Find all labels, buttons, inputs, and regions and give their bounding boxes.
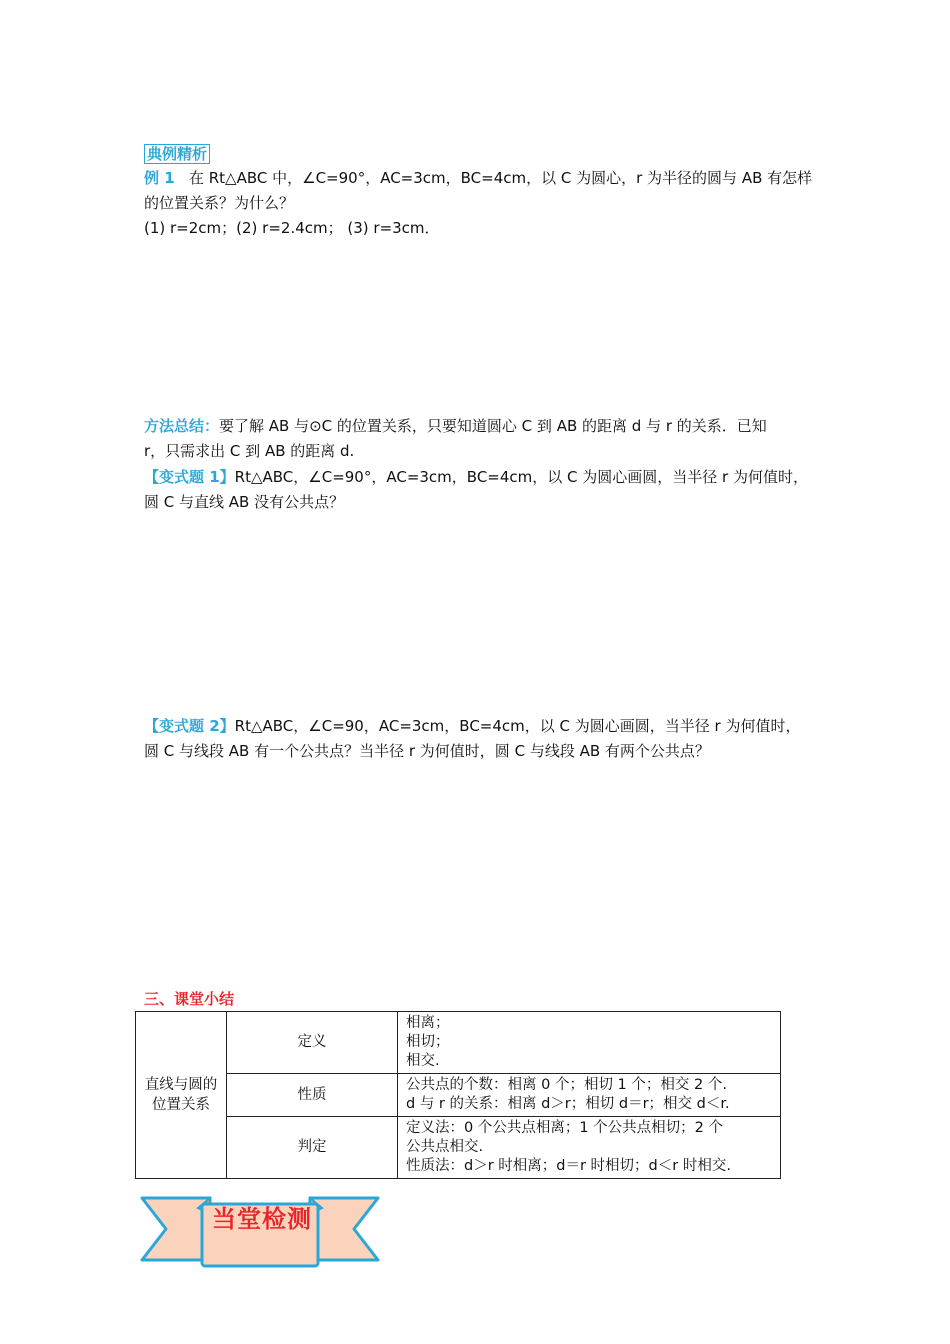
example1-line3: (1) r=2cm；(2) r=2.4cm； (3) r=3cm．	[144, 219, 440, 237]
summary-row-label: 定义	[227, 1012, 398, 1074]
summary-table	[135, 1011, 781, 1179]
banner-title: 当堂检测	[212, 1205, 312, 1233]
example1-line2: 的位置关系？为什么？	[144, 194, 295, 212]
method-label: 方法总结：	[144, 417, 220, 435]
variant1-line2: 圆 C 与直线 AB 没有公共点？	[144, 493, 345, 511]
summary-row-content: 定义法：0 个公共点相离；1 个公共点相切；2 个 公共点相交. 性质法：d＞r 时相离；d＝r 时相切；d＜r 时相交.	[398, 1117, 781, 1179]
variant1-line1: 【变式题 1】Rt△ABC，∠C=90°，AC=3cm，BC=4cm，以 C 为圆心画圆，当半径 r 为何值时，	[144, 468, 808, 486]
variant2-line1: 【变式题 2】Rt△ABC，∠C=90，AC=3cm，BC=4cm，以 C 为圆心画圆，当半径 r 为何值时，	[144, 717, 801, 735]
variant2-line2: 圆 C 与线段 AB 有一个公共点？当半径 r 为何值时，圆 C 与线段 AB 有两个公共点？	[144, 742, 710, 760]
summary-row-content: 相离； 相切； 相交.	[398, 1012, 781, 1074]
method-line1: 方法总结：要了解 AB 与⊙C 的位置关系，只要知道圆心 C 到 AB 的距离 d 与 r 的关系．已知	[144, 417, 767, 435]
section-title: 典例精析	[144, 142, 210, 166]
variant2-label: 【变式题 2】	[144, 717, 235, 735]
summary-row-label: 判定	[227, 1117, 398, 1179]
variant1-label: 【变式题 1】	[144, 468, 235, 486]
example1-line1: 例 1 在 Rt△ABC 中，∠C=90°，AC=3cm，BC=4cm，以 C 为圆心，r 为半径的圆与 AB 有怎样	[144, 169, 813, 187]
summary-row-content: 公共点的个数：相离 0 个；相切 1 个；相交 2 个. d 与 r 的关系：相离 d＞r；相切 d＝r；相交 d＜r.	[398, 1074, 781, 1117]
summary-heading: 三、课堂小结	[144, 990, 235, 1008]
method-line2: r，只需求出 C 到 AB 的距离 d.	[144, 442, 355, 460]
example1-label: 例 1	[144, 169, 175, 187]
summary-row-label: 性质	[227, 1074, 398, 1117]
summary-row-header: 直线与圆的位置关系	[136, 1012, 227, 1179]
